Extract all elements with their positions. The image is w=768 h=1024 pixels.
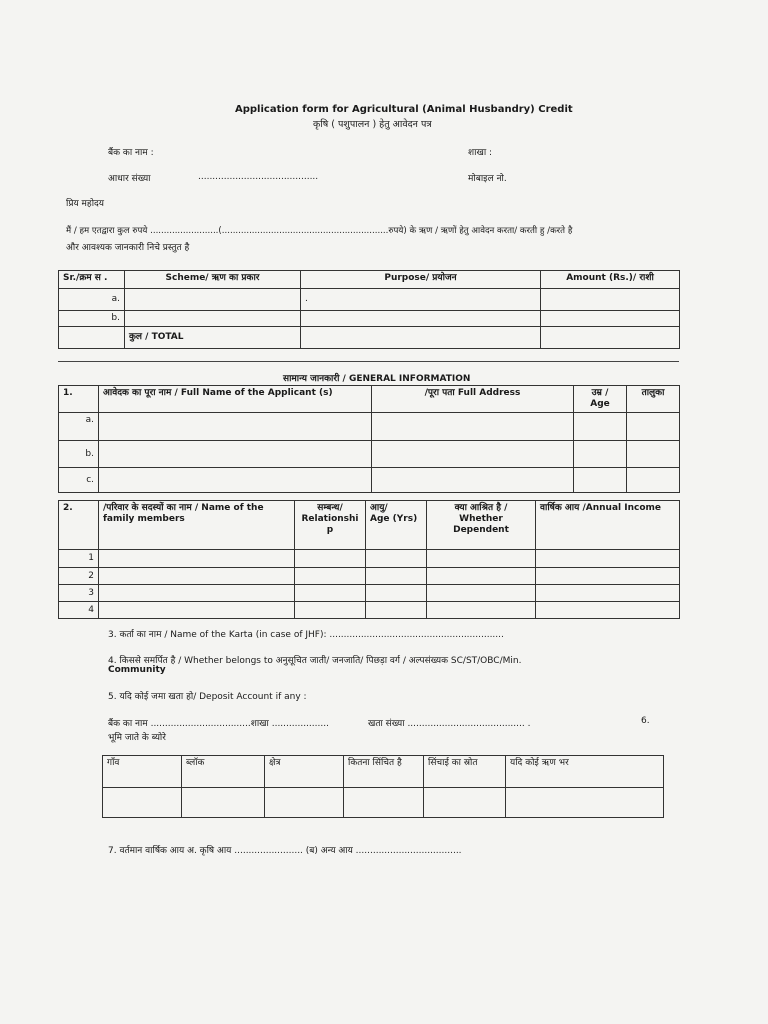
dependent-cell[interactable] xyxy=(427,602,536,619)
row-label: 2 xyxy=(59,568,99,585)
community-line: 4. किससे समर्पित है / Whether belongs to अनुसूचित जाती/ जनजाति/ पिछड़ा वर्ग / अल्पसंख्यक SC/ST/OBC/Min. xyxy=(108,656,522,666)
dependent-cell[interactable] xyxy=(427,585,536,602)
table-row xyxy=(59,311,680,327)
age-cell[interactable] xyxy=(574,468,627,493)
purpose-cell[interactable]: . xyxy=(301,289,541,311)
table-row xyxy=(59,585,680,602)
row-label: 1 xyxy=(59,550,99,568)
total-label: कुल / TOTAL xyxy=(125,327,301,349)
table-row xyxy=(59,568,680,585)
amount-cell[interactable] xyxy=(541,289,680,311)
age-cell[interactable] xyxy=(574,441,627,468)
table-row xyxy=(59,441,680,468)
form-title-hindi: कृषि ( पशुपालन ) हेतु आवेदन पत्र xyxy=(313,119,432,130)
deposit-account-line: 5. यदि कोई जमा खता हो/ Deposit Account if any : xyxy=(108,692,307,702)
dependent-header: क्या आश्रित है / Whether Dependent xyxy=(427,501,536,550)
village-cell[interactable] xyxy=(103,788,182,818)
table-row xyxy=(59,550,680,568)
declaration-line-2: और आवश्यक जानकारी निचे प्रस्तुत है xyxy=(66,243,190,253)
row-label: b. xyxy=(59,441,99,468)
land-details-label: भूमि जाते के ब्योरे xyxy=(108,733,166,743)
relationship-cell[interactable] xyxy=(295,568,366,585)
family-table xyxy=(58,500,680,619)
irrigated-header: कितना सिंचित है xyxy=(344,756,424,788)
age-cell[interactable] xyxy=(366,585,427,602)
income-cell[interactable] xyxy=(536,568,680,585)
section-number: 2. xyxy=(59,501,99,550)
address-cell[interactable] xyxy=(372,413,574,441)
form-title: Application form for Agricultural (Animal Husbandry) Credit xyxy=(235,104,573,115)
scheme-cell[interactable] xyxy=(125,311,301,327)
village-header: गाँव xyxy=(103,756,182,788)
applicant-name-cell[interactable] xyxy=(99,441,372,468)
dependent-cell[interactable] xyxy=(427,568,536,585)
total-amount-cell[interactable] xyxy=(541,327,680,349)
row-label: a. xyxy=(59,413,99,441)
relationship-cell[interactable] xyxy=(295,585,366,602)
age-cell[interactable] xyxy=(366,550,427,568)
taluka-cell[interactable] xyxy=(627,468,680,493)
karta-name-line: 3. कर्ता का नाम / Name of the Karta (in case of JHF): ............................................................. xyxy=(108,630,504,640)
irrigated-cell[interactable] xyxy=(344,788,424,818)
family-name-header: /परिवार के सदस्यों का नाम / Name of the family members xyxy=(99,501,295,550)
purpose-header: Purpose/ प्रयोजन xyxy=(301,271,541,289)
taluka-header: तालुका xyxy=(627,386,680,413)
purpose-cell[interactable] xyxy=(301,311,541,327)
age-cell[interactable] xyxy=(366,568,427,585)
family-name-cell[interactable] xyxy=(99,602,295,619)
total-row xyxy=(59,327,680,349)
scheme-header: Scheme/ ऋण का प्रकार xyxy=(125,271,301,289)
block-cell[interactable] xyxy=(182,788,265,818)
general-info-heading: सामान्य जानकारी / GENERAL INFORMATION xyxy=(283,374,471,384)
account-number-line: खता संख्या ......................................... . xyxy=(368,719,531,729)
row-label: a. xyxy=(59,289,125,311)
age-cell[interactable] xyxy=(574,413,627,441)
sr-header: Sr./क्रम स . xyxy=(59,271,125,289)
bank-name-label: बैंक का नाम : xyxy=(108,148,154,158)
annual-income-line: 7. वर्तमान वार्षिक आय अ. कृषि आय ........................ (ब) अन्य आय ..................................... xyxy=(108,846,462,856)
section-number: 1. xyxy=(59,386,99,413)
relationship-cell[interactable] xyxy=(295,550,366,568)
age-header: आयु/ Age (Yrs) xyxy=(366,501,427,550)
applicant-name-cell[interactable] xyxy=(99,468,372,493)
scheme-cell[interactable] xyxy=(125,289,301,311)
income-cell[interactable] xyxy=(536,602,680,619)
taluka-cell[interactable] xyxy=(627,441,680,468)
deposit-bank-line: बैंक का नाम ...................................शाखा .................... xyxy=(108,719,329,729)
applicant-name-header: आवेदक का पूरा नाम / Full Name of the Applicant (s) xyxy=(99,386,372,413)
branch-label: शाखा : xyxy=(468,148,493,158)
relationship-header: सम्बन्ध/ Relationshi p xyxy=(295,501,366,550)
income-header: वार्षिक आय /Annual Income xyxy=(536,501,680,550)
dependent-cell[interactable] xyxy=(427,550,536,568)
relationship-cell[interactable] xyxy=(295,602,366,619)
table-row xyxy=(59,413,680,441)
age-cell[interactable] xyxy=(366,602,427,619)
salutation: प्रिय महोदय xyxy=(66,199,105,209)
address-cell[interactable] xyxy=(372,468,574,493)
row-label: b. xyxy=(59,311,125,327)
row-label: 3 xyxy=(59,585,99,602)
purpose-cell xyxy=(301,327,541,349)
taluka-cell[interactable] xyxy=(627,413,680,441)
table-row xyxy=(59,602,680,619)
area-cell[interactable] xyxy=(265,788,344,818)
community-line-2: Community xyxy=(108,665,166,675)
item-6-number: 6. xyxy=(641,716,650,726)
irrigation-source-cell[interactable] xyxy=(424,788,506,818)
mobile-label: मोबाइल नो. xyxy=(468,174,507,184)
applicant-table xyxy=(58,385,680,493)
income-cell[interactable] xyxy=(536,585,680,602)
row-label: 4 xyxy=(59,602,99,619)
aadhaar-field[interactable]: .......................................... xyxy=(198,172,319,182)
table-row xyxy=(59,468,680,493)
table-row xyxy=(103,788,664,818)
address-header: /पूरा पता Full Address xyxy=(372,386,574,413)
income-cell[interactable] xyxy=(536,550,680,568)
amount-cell[interactable] xyxy=(541,311,680,327)
block-header: ब्लॉक xyxy=(182,756,265,788)
divider xyxy=(58,361,679,362)
table-row xyxy=(59,289,680,311)
age-header: उम्र / Age xyxy=(574,386,627,413)
amount-header: Amount (Rs.)/ राशी xyxy=(541,271,680,289)
aadhaar-label: आधार संख्या xyxy=(108,174,151,184)
scheme-table xyxy=(58,270,680,349)
applicant-name-cell[interactable] xyxy=(99,413,372,441)
family-name-cell[interactable] xyxy=(99,550,295,568)
family-name-cell[interactable] xyxy=(99,585,295,602)
declaration-line-1: मैं / हम एतद्वारा कुल रुपये .........................(.............................................................रुपये) के ऋण / ऋणों हेतु आवेदन करता/ करती हु /करते है xyxy=(66,226,573,236)
family-name-cell[interactable] xyxy=(99,568,295,585)
land-table xyxy=(102,755,664,818)
address-cell[interactable] xyxy=(372,441,574,468)
irrigation-source-header: सिंचाई का स्रोत xyxy=(424,756,506,788)
loan-cell[interactable] xyxy=(506,788,664,818)
loan-header: यदि कोई ऋण भर xyxy=(506,756,664,788)
area-header: क्षेत्र xyxy=(265,756,344,788)
row-label: c. xyxy=(59,468,99,493)
